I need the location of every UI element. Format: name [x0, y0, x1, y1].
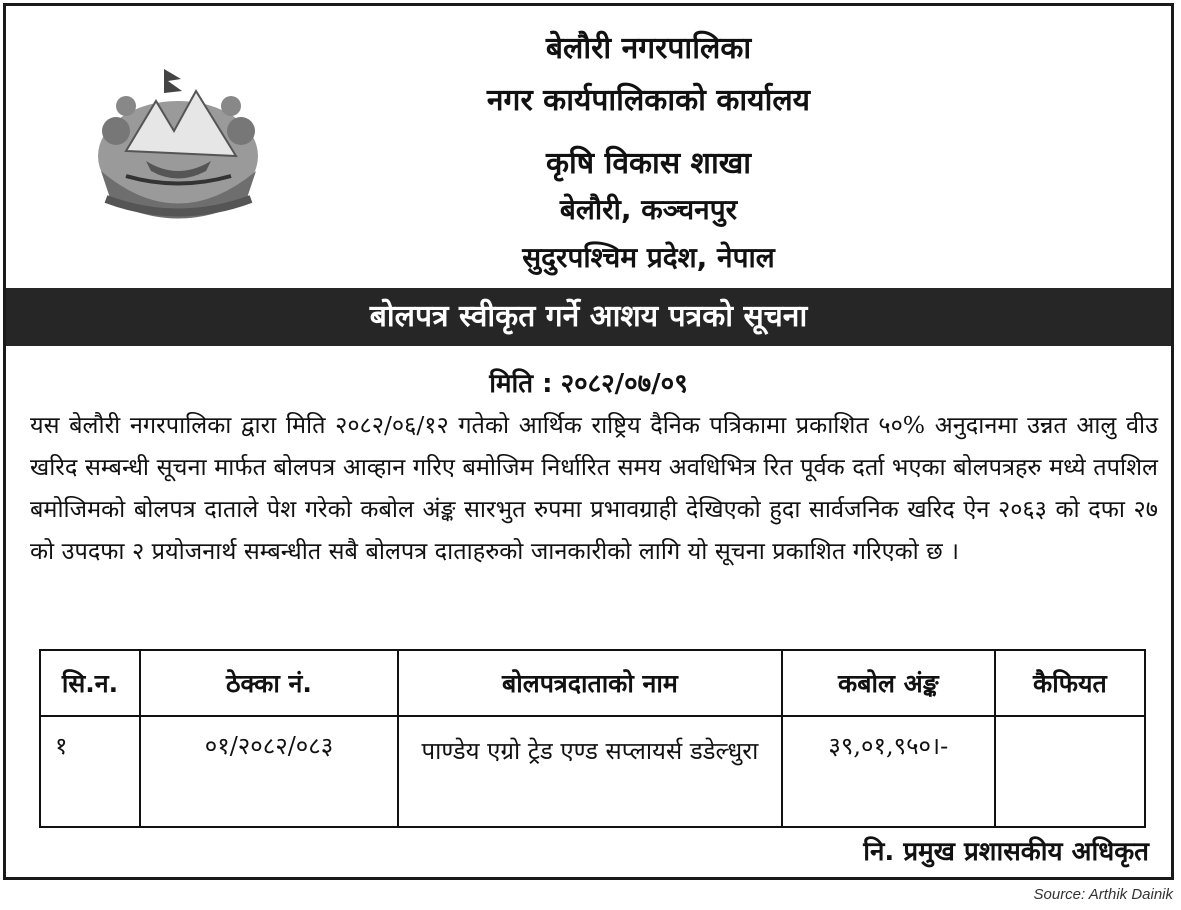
- province-country: सुदुरपश्चिम प्रदेश, नेपाल: [522, 241, 775, 274]
- municipality-name: बेलौरी नगरपालिका: [545, 31, 752, 66]
- section-name: कृषि विकास शाखा: [545, 146, 752, 181]
- table-row: [40, 716, 1145, 827]
- header-remarks: कैफियत: [995, 650, 1145, 716]
- location: बेलौरी, कञ्चनपुर: [559, 193, 738, 226]
- header-serial-number: सि.न.: [40, 650, 140, 716]
- office-name: नगर कार्यपालिकाको कार्यालय: [486, 83, 811, 118]
- notice-title-banner: बोलपत्र स्वीकृत गर्ने आशय पत्रको सूचना: [6, 288, 1171, 346]
- header-bidder-name: बोलपत्रदाताको नाम: [398, 650, 782, 716]
- table-header-row: [40, 650, 1145, 716]
- cell-serial-number: १: [40, 716, 140, 827]
- date-value: २०८२/०७/०९: [560, 369, 688, 399]
- cell-contract-number: ०१/२०८२/०८३: [140, 716, 398, 827]
- source-credit: Source: Arthik Dainik: [1033, 886, 1173, 903]
- header-contract-number: ठेक्का नं.: [140, 650, 398, 716]
- cell-bidder-name: पाण्डेय एग्रो ट्रेड एण्ड सप्लायर्स डडेल्धुरा: [398, 716, 782, 827]
- header-bid-amount: कबोल अंङ्क: [782, 650, 995, 716]
- notice-date: [6, 364, 1171, 400]
- cell-remarks: [995, 716, 1145, 827]
- bid-table: [39, 649, 1146, 828]
- notice-body-paragraph: यस बेलौरी नगरपालिका द्वारा मिति २०८२/०६/१२ गतेको आर्थिक राष्ट्रिय दैनिक पत्रिकामा प्रकाशित ५०% अनुदानमा उन्नत आलु वीउ खरिद सम्बन्धी सूचना मार्फत बोलपत्र आव्हान गरिए बमोजिम निर्धारित समय अवधिभित्र रित पूर्वक दर्ता भएका बोलपत्रहरु मध्ये तपशिल बमोजिमको बोलपत्र दाताले पेश गरेको कबोल अंङ्क सारभुत रुपमा प्रभावग्राही देखिएको हुदा सार्वजनिक खरिद ऐन २०६३ को दफा २७ को उपदफा २ प्रयोजनार्थ सम्बन्धीत सबै बोलपत्र दाताहरुको जानकारीको लागि यो सूचना प्रकाशित गरिएको छ ।: [30, 411, 1158, 565]
- cell-bid-amount: ३९,०१,९५०।-: [782, 716, 995, 827]
- signatory-title: नि. प्रमुख प्रशासकीय अधिकृत: [863, 837, 1149, 867]
- notice-frame: [3, 3, 1174, 880]
- date-label: मिति :: [489, 369, 553, 399]
